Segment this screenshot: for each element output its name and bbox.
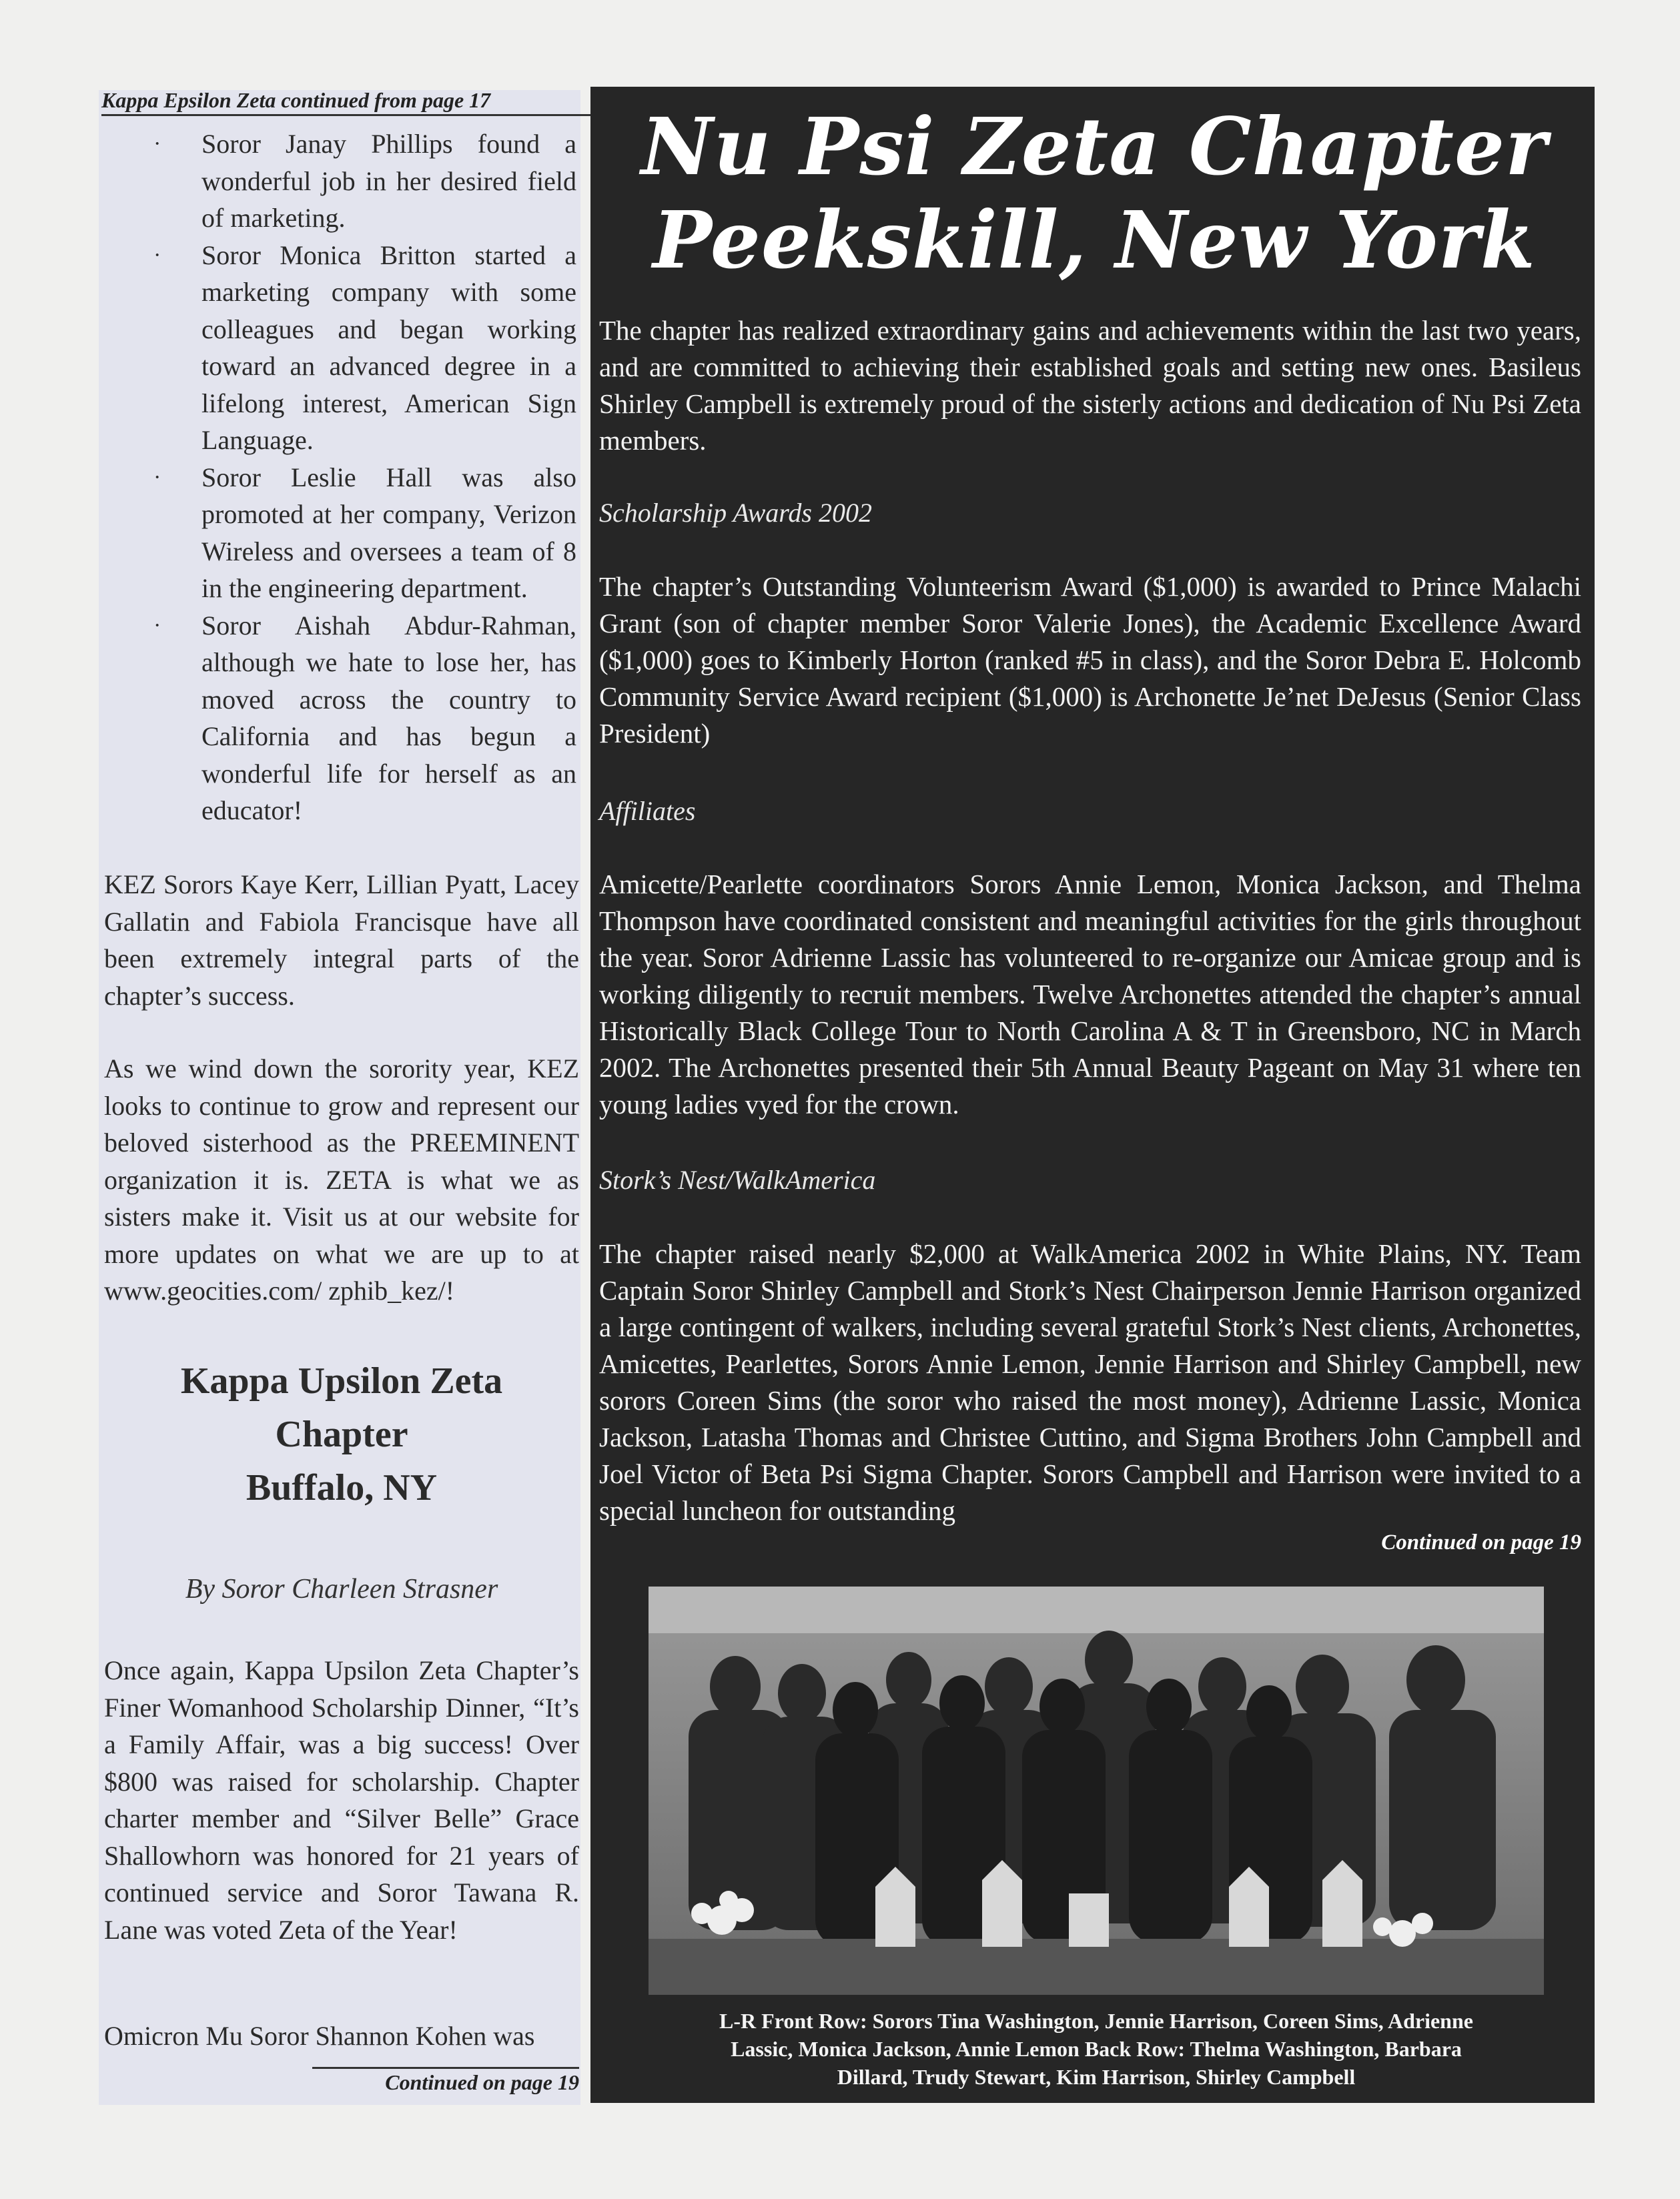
- scholarship-dinner-paragraph: Once again, Kappa Upsilon Zeta Chapter’s Finer Womanhood Scholarship Dinner, “It’s a Family Affair, was a big success! Over $800 was raised for scholarship. Chapter charter member and “Silver Belle” Grace Shallowhorn was honored for 21 years of continued service and Soror Tawana R. Lane was voted Zeta of the Year!: [104, 1655, 579, 1945]
- list-item: · Soror Aishah Abdur-Rahman, although we hate to lose her, has moved across the country to California and has begun a wonderful life for herself as an educator!: [101, 607, 576, 829]
- achievements-list: [101, 125, 576, 829]
- heading-storks-nest: Stork’s Nest/WalkAmerica: [599, 1165, 876, 1195]
- byline: By Soror Charleen Strasner: [185, 1574, 498, 1605]
- list-item: · Soror Janay Phillips found a wonderful job in her desired field of marketing.: [101, 125, 576, 237]
- list-item: · Soror Leslie Hall was also promoted at her company, Verizon Wireless and oversees a team of 8 in the engineering department.: [101, 459, 576, 607]
- section-title-kappa-upsilon-zeta: Kappa Upsilon Zeta Chapter Buffalo, NY: [180, 1360, 503, 1508]
- continued-on-page-right: Continued on page 19: [1381, 1530, 1581, 1555]
- kez-sorors-paragraph: KEZ Sorors Kaye Kerr, Lillian Pyatt, Lacey Gallatin and Fabiola Francisque have all been extremely integral parts of the chapter’s success.: [104, 869, 579, 1011]
- continued-from-header: Kappa Epsilon Zeta continued from page 17: [101, 88, 595, 116]
- scholarship-paragraph: The chapter’s Outstanding Volunteerism Award ($1,000) is awarded to Prince Malachi Grant (son of chapter member Soror Valerie Jones), the Academic Excellence Award ($1,000) goes to Kimberly Horton (ranked #5 in class), and the Soror Debra E. Holcomb Community Service Award recipient ($1,000) is Archonette Je’net DeJesus (Senior Class President): [599, 571, 1581, 749]
- heading-affiliates: Affiliates: [599, 796, 696, 826]
- bullet-icon: ·: [153, 242, 161, 268]
- bullet-icon: ·: [153, 612, 161, 638]
- intro-paragraph: The chapter has realized extraordinary gains and achievements within the last two years, and are committed to achieving their established goals and setting new ones. Basileus Shirley Campbell is extremely proud of the sisterly actions and dedication of Nu Psi Zeta members.: [599, 315, 1581, 456]
- walkamerica-paragraph: The chapter raised nearly $2,000 at WalkAmerica 2002 in White Plains, NY. Team Captain Soror Shirley Campbell and Stork’s Nest Chairperson Jennie Harrison organized a large contingent of walkers, including several grateful Stork’s Nest clients, Archonettes, Amicettes, Pearlettes, Sorors Annie Lemon, Jennie Harrison and Shirley Campbell, new sorors Coreen Sims (the soror who raised the most money), Adrienne Lassic, Monica Jackson, Latasha Thomas and Christee Cuttino, and Sigma Brothers John Campbell and Joel Victor of Beta Psi Sigma Chapter. Sorors Campbell and Harrison were invited to a special luncheon for outstanding: [599, 1238, 1581, 1526]
- photo-caption: L-R Front Row: Sorors Tina Washington, Jennie Harrison, Coreen Sims, Adrienne Lassic, Monica Jackson, Annie Lemon Back Row: Thelma Washington, Barbara Dillard, Trudy Stewart, Kim Harrison, Shirley Campbell: [719, 2009, 1473, 2089]
- list-item: · Soror Monica Britton started a marketing company with some colleagues and began working toward an advanced degree in a lifelong interest, American Sign Language.: [101, 237, 576, 459]
- continued-on-page-left: Continued on page 19: [312, 2067, 579, 2095]
- heading-scholarship-awards: Scholarship Awards 2002: [599, 498, 872, 528]
- omicron-mu-paragraph: Omicron Mu Soror Shannon Kohen was: [104, 2021, 535, 2051]
- group-photo-image: [649, 1587, 1544, 1995]
- bullet-icon: ·: [153, 131, 161, 156]
- affiliates-paragraph: Amicette/Pearlette coordinators Sorors Annie Lemon, Monica Jackson, and Thelma Thompson have coordinated consistent and meaningful activities for the girls throughout the year. Soror Adrienne Lassic has volunteered to re-organize our Amicae group and is working diligently to recruit members. Twelve Archonettes attended the chapter’s annual Historically Black College Tour to North Carolina A & T in Greensboro, NC in March 2002. The Archonettes presented their 5th Annual Beauty Pageant on May 31 where ten young ladies vyed for the crown.: [599, 869, 1581, 1120]
- feature-title: Nu Psi Zeta Chapter Peekskill, New York: [641, 100, 1548, 286]
- group-photo: [649, 1587, 1544, 1995]
- wind-down-paragraph: As we wind down the sorority year, KEZ looks to continue to grow and represent our beloved sisterhood as the PREEMINENT organization it is. ZETA is what we as sisters make it. Visit us at our website for more updates on what we are up to at www.geocities.com/ zphib_kez/!: [104, 1053, 579, 1306]
- bullet-icon: ·: [153, 464, 161, 490]
